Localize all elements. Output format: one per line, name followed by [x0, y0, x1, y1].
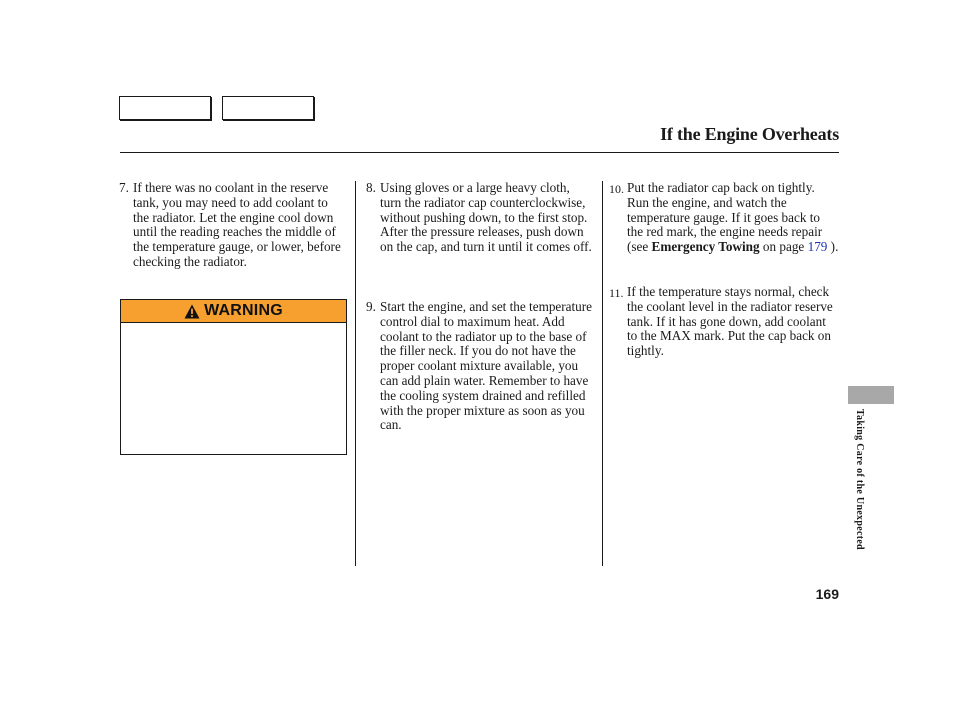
- warning-triangle-icon: [184, 304, 200, 319]
- main-menu-button[interactable]: [119, 96, 211, 120]
- step-number: 9.: [366, 299, 376, 314]
- warning-box: [120, 299, 347, 455]
- step-number: 8.: [366, 180, 376, 195]
- title-divider: [120, 152, 839, 153]
- step-9: [366, 300, 594, 433]
- page-title: If the Engine Overheats: [660, 124, 839, 144]
- page-number: 169: [815, 586, 839, 602]
- page-reference-prefix: on page: [759, 239, 808, 255]
- step-8: [366, 181, 594, 255]
- step-number: 7.: [119, 180, 129, 195]
- step-7: [119, 181, 345, 270]
- section-label: Taking Care of the Unexpected: [854, 409, 865, 550]
- step-text: If the temperature stays normal, check the coolant level in the radiator reserve tank. If it has gone down, add coolant to the MAX mark. Put the cap back on tightly.: [627, 284, 833, 359]
- column-divider-right: [602, 181, 603, 566]
- warning-label: WARNING: [204, 302, 283, 319]
- page-179-link[interactable]: 179: [807, 239, 828, 255]
- warning-header: [121, 300, 346, 323]
- index-button[interactable]: [222, 96, 314, 120]
- step-10: [609, 181, 839, 255]
- section-tab: [848, 386, 894, 404]
- step-text: [627, 181, 839, 255]
- step-number: 10.: [609, 182, 624, 196]
- step-text-body: Put the radiator cap back on tightly. Run the engine, and watch the temperature gauge. If it goes back to the red mark, the engine needs repair (see: [627, 180, 823, 255]
- step-text: If there was no coolant in the reserve tank, you may need to add coolant to the radiator. Let the engine cool down until the reading reaches the middle of the temperature gauge, or lower, before checking the radiator.: [133, 180, 341, 269]
- emergency-towing-reference: Emergency Towing: [651, 239, 760, 255]
- step-text: Using gloves or a large heavy cloth, turn the radiator cap counterclockwise, without pushing down, to the first stop. After the pressure releases, push down on the cap, and turn it until it comes off.: [380, 180, 592, 255]
- step-text: Start the engine, and set the temperature control dial to maximum heat. Add coolant to the radiator up to the base of the filler neck. If you do not have the proper coolant mixture available, you can add plain water. Remember to have the cooling system drained and refilled with the proper mixture as soon as you can.: [380, 299, 593, 433]
- page-reference-suffix: ).: [827, 239, 839, 255]
- step-11: [609, 285, 839, 359]
- column-divider-left: [355, 181, 356, 566]
- step-number: 11.: [609, 286, 624, 300]
